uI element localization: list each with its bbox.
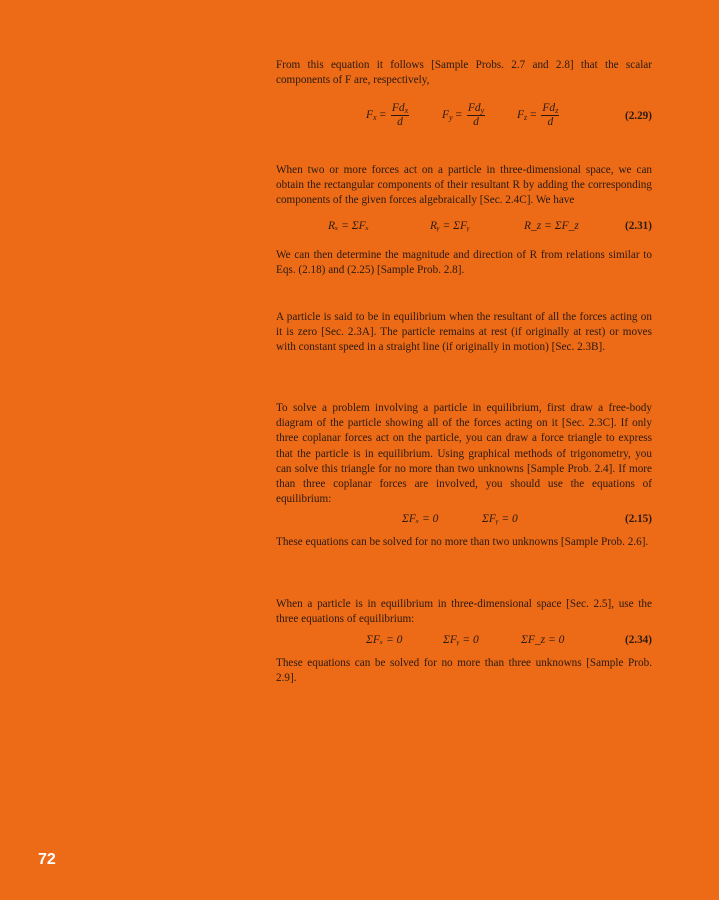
equation-number: (2.31) [624, 220, 652, 232]
equation-rx: Rₓ = ΣFₓ [328, 220, 369, 232]
equation-ry: Rᵧ = ΣFᵧ [430, 220, 470, 232]
paragraph-resultant [276, 163, 652, 209]
equation-sum-fy: ΣFᵧ = 0 [443, 634, 479, 646]
paragraph-text: These equations can be solved for no more than two unknowns [Sample Prob. 2.6]. [276, 536, 649, 548]
equation-number: (2.15) [624, 513, 652, 525]
paragraph-three-unknowns [276, 656, 652, 686]
paragraph-text: When a particle is in equilibrium in three-dimensional space [Sec. 2.5], use the three equations of equilibrium: [276, 598, 652, 626]
paragraph-text: A particle is said to be in equilibrium when the resultant of all the forces acting on it is zero [Sec. 2.3A]. The particle remains at rest (if originally at rest) or moves with constant speed in a straight line (if originally in motion) [Sec. 2.3B]. [276, 311, 652, 354]
paragraph-text: When two or more forces act on a particle in three-dimensional space, we can obtain the rectangular components of their resultant R by adding the corresponding components of the given forces algebraically [Sec. 2.4C]. We have [276, 164, 652, 207]
paragraph-text: To solve a problem involving a particle in equilibrium, first draw a free-body diagram of the particle showing all of the forces acting on it [Sec. 2.3C]. If only three coplanar forces act on the particle, you can draw a force triangle to express that the particle is in equilibrium. Using graphical methods of trigonometry, you can solve this triangle for no more than two unknowns [Sample Prob. 2.4]. If more than three coplanar forces are involved, you should use the equations of equilibrium: [276, 402, 652, 506]
paragraph-3d-equilibrium [276, 597, 652, 627]
equation-sum-fx: ΣFₓ = 0 [402, 513, 439, 525]
paragraph-text: We can then determine the magnitude and direction of R from relations similar to Eqs. (2.18) and (2.25) [Sample Prob. 2.8]. [276, 249, 652, 277]
equation-fx: $F_x$ = $\frac{Fd_x}{d}$ [366, 102, 409, 128]
paragraph-magnitude [276, 248, 652, 278]
equation-fy: $F_y$ = $\frac{Fd_y}{d}$ [442, 102, 485, 128]
equation-2-31 [276, 220, 652, 250]
equation-number: (2.29) [624, 110, 652, 122]
paragraph-scalar-components [276, 58, 652, 88]
equation-sum-fx: ΣFₓ = 0 [366, 634, 403, 646]
paragraph-two-unknowns [276, 535, 652, 550]
equation-2-29 [276, 102, 652, 132]
equation-number: (2.34) [624, 634, 652, 646]
equation-rz: R_z = ΣF_z [524, 220, 579, 232]
equation-sum-fz: ΣF_z = 0 [521, 634, 565, 646]
equation-fz: $F_z$ = $\frac{Fd_z}{d}$ [517, 102, 559, 128]
equation-sum-fy: ΣFᵧ = 0 [482, 513, 518, 525]
paragraph-text: These equations can be solved for no more than three unknowns [Sample Prob. 2.9]. [276, 657, 652, 685]
paragraph-solve-problem [276, 401, 652, 507]
paragraph-equilibrium [276, 310, 652, 356]
paragraph-text: From this equation it follows [Sample Probs. 2.7 and 2.8] that the scalar components of F are, respectively, [276, 59, 652, 87]
page-number: 72 [38, 851, 56, 868]
